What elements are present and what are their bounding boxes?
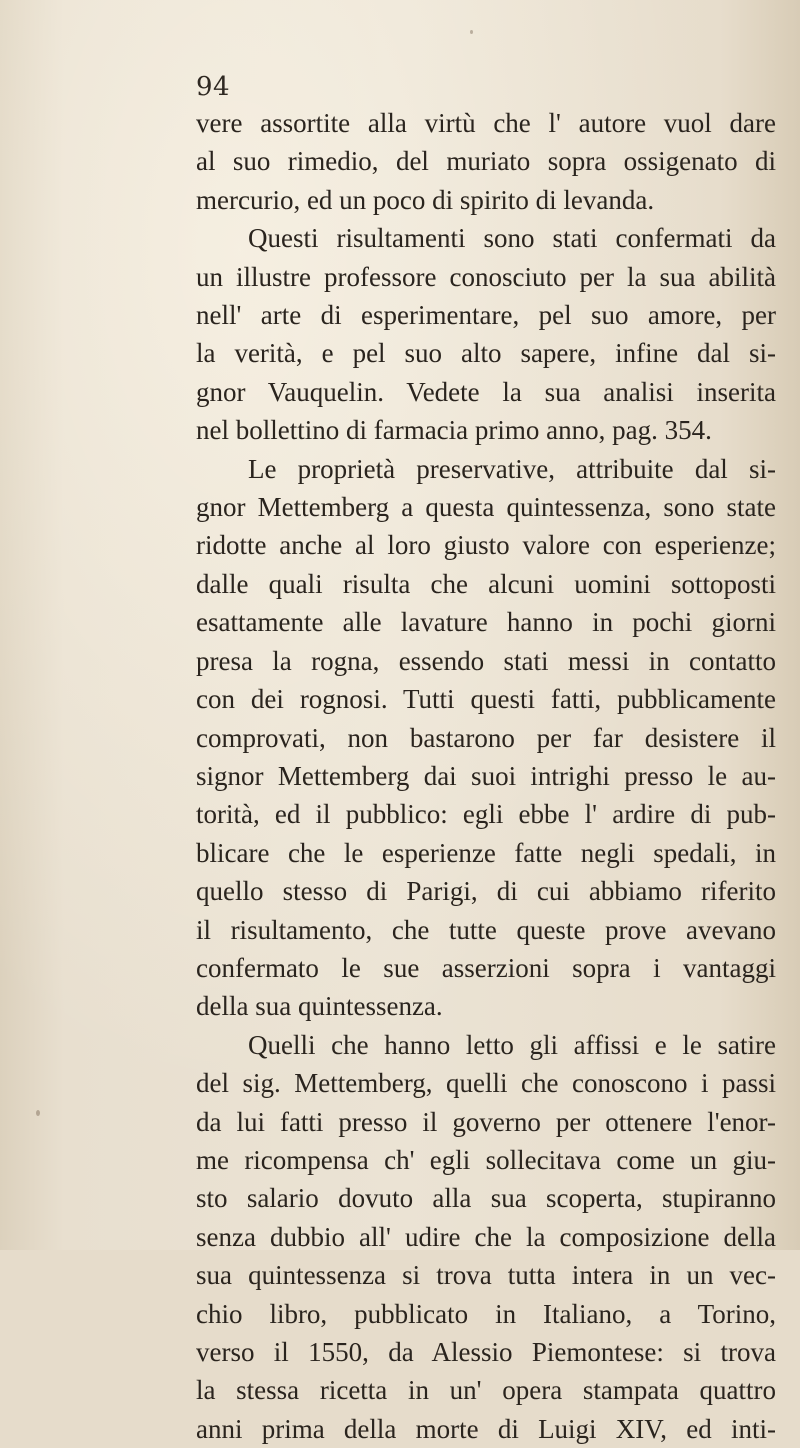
text-line: Quelli che hanno letto gli affissi e le satire bbox=[248, 1029, 776, 1060]
text-line: chio libro, pubblicato in Italiano, a Torino, bbox=[196, 1298, 776, 1329]
text-line: senza dubbio all' udire che la composizione della bbox=[196, 1221, 776, 1252]
text-line: nel bollettino di farmacia primo anno, pag. 354. bbox=[196, 415, 712, 446]
text-line: con dei rognosi. Tutti questi fatti, pubblicamente bbox=[196, 684, 776, 715]
text-line: anni prima della morte di Luigi XIV, ed inti- bbox=[196, 1413, 776, 1444]
text-line: sua quintessenza si trova tutta intera in un vec- bbox=[196, 1260, 776, 1291]
text-line: dalle quali risulta che alcuni uomini sottoposti bbox=[196, 568, 776, 599]
text-line: da lui fatti presso il governo per ottenere l'enor- bbox=[196, 1106, 776, 1137]
text-line: mercurio, ed un poco di spirito di levanda. bbox=[196, 184, 655, 215]
text-line: un illustre professore conosciuto per la sua abilità bbox=[196, 261, 776, 292]
text-line: quello stesso di Parigi, di cui abbiamo riferito bbox=[196, 876, 776, 907]
text-line: ridotte anche al loro giusto valore con esperienze; bbox=[196, 530, 776, 561]
text-line: signor Mettemberg dai suoi intrighi presso le au- bbox=[196, 760, 776, 791]
text-line: Le proprietà preservative, attribuite dal si- bbox=[248, 453, 776, 484]
text-line: me ricompensa ch' egli sollecitava come un giu- bbox=[196, 1144, 776, 1175]
text-line: vere assortite alla virtù che l' autore vuol dare bbox=[196, 108, 776, 138]
text-line: torità, ed il pubblico: egli ebbe l' ardire di pub- bbox=[196, 799, 776, 830]
text-line: Questi risultamenti sono stati confermati da bbox=[248, 223, 776, 254]
paper-spot bbox=[36, 1110, 40, 1116]
body-text bbox=[196, 104, 776, 1448]
text-line: nell' arte di esperimentare, pel suo amore, per bbox=[196, 300, 776, 331]
text-line: verso il 1550, da Alessio Piemontese: si trova bbox=[196, 1337, 776, 1367]
text-line: gnor Vauquelin. Vedete la sua analisi inserita bbox=[196, 376, 776, 407]
text-line: il risultamento, che tutte queste prove avevano bbox=[196, 914, 776, 945]
text-line: presa la rogna, essendo stati messi in contatto bbox=[196, 645, 776, 676]
text-line: gnor Mettemberg a questa quintessenza, sono state bbox=[196, 492, 776, 523]
text-line: confermato le sue asserzioni sopra i vantaggi bbox=[196, 952, 776, 983]
text-line: blicare che le esperienze fatte negli spedali, in bbox=[196, 837, 776, 868]
text-line: la stessa ricetta in un' opera stampata quattro bbox=[196, 1375, 776, 1406]
text-line: al suo rimedio, del muriato sopra ossigenato di bbox=[196, 146, 776, 177]
text-line: della sua quintessenza. bbox=[196, 991, 443, 1022]
text-line: comprovati, non bastarono per far desistere il bbox=[196, 722, 776, 753]
paper-spot bbox=[470, 30, 473, 34]
page-number: 94 bbox=[196, 72, 231, 102]
text-line: la verità, e pel suo alto sapere, infine dal si- bbox=[196, 338, 776, 369]
text-line: sto salario dovuto alla sua scoperta, stupiranno bbox=[196, 1183, 776, 1214]
text-line: esattamente alle lavature hanno in pochi giorni bbox=[196, 607, 776, 638]
text-line: del sig. Mettemberg, quelli che conoscono i passi bbox=[196, 1068, 776, 1099]
